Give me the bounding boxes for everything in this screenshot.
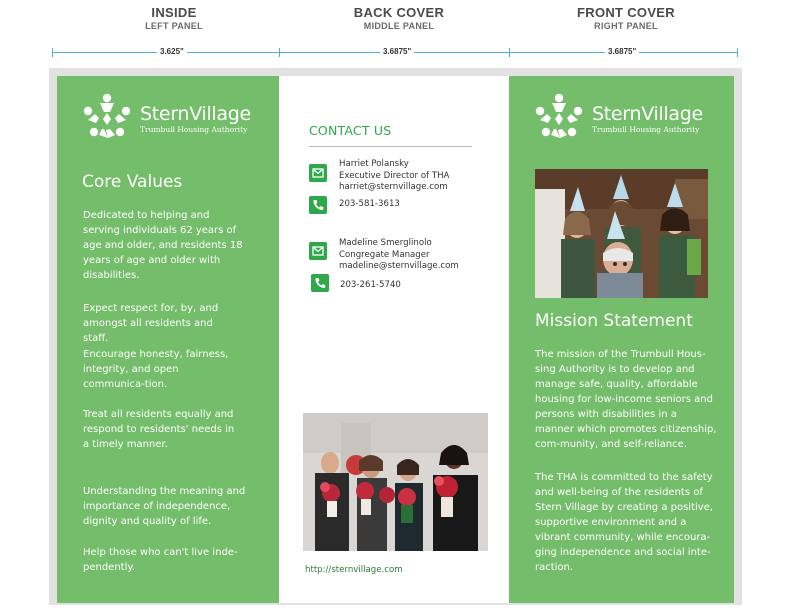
dimension-label-right: 3.6875" [605,47,639,56]
contact-title: CONTACT US [309,123,392,138]
core-value-6: Help those who can't live inde-pendently. [83,547,238,573]
core-value-4: Treat all residents equally and respond to residents' needs in a timely manner. [83,409,235,450]
group-with-flowers-photo [303,413,488,551]
brand-name: SternVillage [592,103,703,125]
contact-email[interactable]: harriet@sternvillage.com [339,182,448,192]
core-value-3: Encourage honesty, fairness, integrity, and open communica-tion. [83,349,229,390]
mission-paragraph-1: The mission of the Trumbull Hous-sing Authority is to develop and manage safe, quality, affordable housing for low-income seniors and persons with disabilities in a manner which promotes citizenship, com-munity, and self-reliance. [535,349,717,450]
star-people-icon [534,92,584,140]
dimension-tick [737,48,738,57]
mission-title: Mission Statement [535,311,693,331]
dimension-tick [509,48,510,57]
header-inside-sub: LEFT PANEL [145,21,203,31]
core-value-1: Dedicated to helping and serving individuals 62 years of age and older, and residents 18 years of age and older with disabilities. [83,210,243,281]
header-back-title: BACK COVER [353,5,445,20]
brand-subtitle: Trumbull Housing Authority [140,125,248,134]
contact-name: Harriet Polansky [339,159,409,169]
header-front [546,5,706,31]
header-back [319,5,479,31]
right-logo [534,92,703,140]
contact-divider [309,146,472,147]
phone-icon [311,274,329,292]
contact-phone[interactable]: 203-261-5740 [340,280,401,290]
header-inside-title: INSIDE [151,5,197,20]
dimension-tick [279,48,280,57]
core-value-5: Understanding the meaning and importance of independence, dignity and quality of life. [83,486,246,527]
core-values-title: Core Values [82,172,183,192]
website-link[interactable]: http://sternvillage.com [305,565,403,575]
contact-role: Executive Director of THA [339,170,450,181]
dimension-tick [52,48,53,57]
left-logo [82,92,251,140]
star-people-icon [82,92,132,140]
email-icon [309,164,327,182]
brand-name: SternVillage [140,103,251,125]
email-icon [309,242,327,260]
mission-paragraph-2: The THA is committed to the safety and well-being of the residents of Stern Village by creating a positive, supportive environment and a vibrant community, while encoura-ging independence and social inte-raction. [535,472,714,573]
contact-phone[interactable]: 203-581-3613 [339,199,400,209]
header-back-sub: MIDDLE PANEL [363,21,435,31]
contact-card-2 [339,238,459,273]
brand-subtitle: Trumbull Housing Authority [592,125,700,134]
header-inside [94,5,254,31]
dimension-label-middle: 3.6875" [380,47,414,56]
contact-email[interactable]: madeline@sternvillage.com [339,261,459,271]
header-front-sub: RIGHT PANEL [594,21,658,31]
contact-card-1 [339,159,449,194]
phone-icon [309,196,327,214]
core-value-2: Expect respect for, by, and amongst all residents and staff. [83,303,219,344]
header-front-title: FRONT COVER [577,5,675,20]
contact-role: Congregate Manager [339,249,430,260]
party-hats-photo [535,169,708,298]
dimension-label-left: 3.625" [157,47,187,56]
contact-name: Madeline Smerglinolo [339,238,432,248]
